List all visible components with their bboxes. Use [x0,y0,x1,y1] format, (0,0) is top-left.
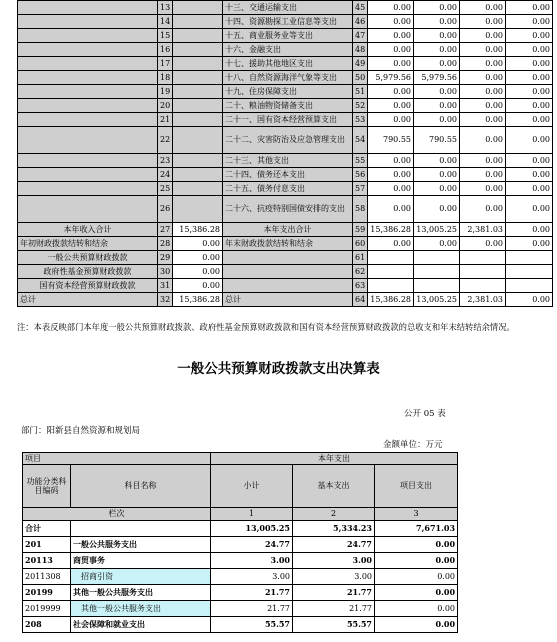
value-cell: 0.00 [506,99,553,113]
table-row [18,85,553,99]
table-row [18,196,553,223]
function-code: 20113 [23,553,71,569]
value-cell: 0.00 [368,15,414,29]
value-cell: 0.00 [460,99,506,113]
table-row [18,223,553,237]
table-row [18,57,553,71]
table-row [18,237,553,251]
basic-value: 24.77 [293,537,375,553]
expense-item-name: 二十二、灾害防治及应急管理支出 [223,127,353,154]
table-row [18,99,553,113]
function-code: 2019999 [23,601,71,617]
table-row [23,521,458,537]
income-amount-cell [173,29,223,43]
value-cell: 0.00 [368,1,414,15]
expense-item-name: 十八、自然资源海洋气象等支出 [223,71,353,85]
subtotal-value: 21.77 [211,585,293,601]
function-code: 201 [23,537,71,553]
value-cell: 790.55 [368,127,414,154]
line-number: 25 [158,182,173,196]
value-cell: 0.00 [506,57,553,71]
value-cell: 13,005.25 [414,223,460,237]
income-label-cell [18,1,158,15]
value-cell: 0.00 [414,237,460,251]
value-cell: 2,381.03 [460,293,506,307]
expense-item-name: 十五、商业服务业等支出 [223,29,353,43]
value-cell [414,279,460,293]
value-cell: 790.55 [414,127,460,154]
line-number: 63 [353,279,368,293]
form-number: 公开 05 表 [404,409,446,419]
header-subtotal: 小计 [211,465,293,508]
value-cell: 0.00 [460,43,506,57]
table-row [23,537,458,553]
income-amount: 0.00 [173,279,223,293]
basic-value: 21.77 [293,585,375,601]
expense-item-name: 二十五、债务付息支出 [223,182,353,196]
value-cell: 0.00 [506,196,553,223]
expense-item-name: 二十四、债务还本支出 [223,168,353,182]
income-label: 一般公共预算财政拨款 [18,251,158,265]
income-label-cell [18,168,158,182]
value-cell [506,265,553,279]
line-number: 46 [353,15,368,29]
line-number: 26 [158,196,173,223]
unit-label: 金额单位：万元 [383,440,443,450]
table-row [18,154,553,168]
value-cell: 0.00 [368,85,414,99]
value-cell [414,251,460,265]
line-number: 31 [158,279,173,293]
expense-item-name: 十四、资源勘探工业信息等支出 [223,15,353,29]
line-number: 64 [353,293,368,307]
value-cell: 0.00 [368,196,414,223]
value-cell [506,251,553,265]
line-number: 56 [353,168,368,182]
value-cell: 0.00 [414,1,460,15]
project-value: 0.00 [375,553,458,569]
header-item: 项目 [23,453,211,465]
basic-value: 55.57 [293,617,375,633]
table-row [18,265,553,279]
header-subject-name: 科目名称 [71,465,211,508]
income-expense-table [17,0,553,307]
value-cell: 15,386.28 [368,293,414,307]
subtotal-value: 24.77 [211,537,293,553]
line-number: 61 [353,251,368,265]
income-amount-cell [173,43,223,57]
project-value: 0.00 [375,585,458,601]
line-number: 48 [353,43,368,57]
line-number: 59 [353,223,368,237]
subject-name [71,521,211,537]
line-number: 17 [158,57,173,71]
function-code: 20199 [23,585,71,601]
subject-name: 招商引资 [71,569,211,585]
value-cell: 0.00 [460,154,506,168]
table-row [18,168,553,182]
value-cell: 0.00 [506,237,553,251]
expense-item-name: 二十一、国有资本经营预算支出 [223,113,353,127]
value-cell: 0.00 [460,71,506,85]
line-number: 15 [158,29,173,43]
table-row [18,182,553,196]
expense-item-name: 十七、援助其他地区支出 [223,57,353,71]
line-number: 22 [158,127,173,154]
line-number: 23 [158,154,173,168]
expense-label: 年末财政拨款结转和结余 [223,237,353,251]
line-number: 21 [158,113,173,127]
income-label: 国有资本经营预算财政拨款 [18,279,158,293]
value-cell: 0.00 [414,154,460,168]
table-row [18,113,553,127]
table-row [18,71,553,85]
project-value: 0.00 [375,569,458,585]
value-cell [368,251,414,265]
line-number: 30 [158,265,173,279]
line-number: 16 [158,43,173,57]
value-cell: 0.00 [414,99,460,113]
department-label: 部门：阳新县自然资源和规划局 [21,426,141,436]
value-cell [506,279,553,293]
value-cell: 0.00 [506,223,553,237]
expense-item-name: 二十六、抗疫特别国债安排的支出 [223,196,353,223]
col-number: 3 [375,508,458,521]
line-number: 50 [353,71,368,85]
value-cell: 0.00 [506,1,553,15]
table-row [23,617,458,633]
income-label: 本年收入合计 [18,223,158,237]
value-cell: 0.00 [506,113,553,127]
value-cell: 0.00 [414,85,460,99]
expenditure-table [22,452,458,633]
income-amount-cell [173,127,223,154]
header-basic: 基本支出 [293,465,375,508]
value-cell: 0.00 [368,154,414,168]
line-number: 54 [353,127,368,154]
header-function-code: 功能分类科目编码 [23,465,71,508]
value-cell: 0.00 [506,85,553,99]
table-row [23,601,458,617]
line-number: 18 [158,71,173,85]
value-cell: 0.00 [506,43,553,57]
line-number: 27 [158,223,173,237]
income-amount-cell [173,1,223,15]
header-project: 项目支出 [375,465,458,508]
function-code: 合计 [23,521,71,537]
value-cell: 0.00 [414,15,460,29]
value-cell: 0.00 [460,29,506,43]
col-number: 1 [211,508,293,521]
subtotal-value: 21.77 [211,601,293,617]
table-row [18,29,553,43]
income-label-cell [18,43,158,57]
line-number: 32 [158,293,173,307]
value-cell: 0.00 [460,168,506,182]
value-cell [460,265,506,279]
value-cell: 0.00 [368,182,414,196]
income-label-cell [18,57,158,71]
value-cell: 0.00 [460,237,506,251]
value-cell: 0.00 [506,293,553,307]
income-label-cell [18,15,158,29]
expense-item-name: 十九、住房保障支出 [223,85,353,99]
line-number: 28 [158,237,173,251]
value-cell: 0.00 [368,57,414,71]
income-amount: 0.00 [173,265,223,279]
income-label-cell [18,113,158,127]
income-label: 总计 [18,293,158,307]
subject-name: 社会保障和就业支出 [71,617,211,633]
basic-value: 5,334.23 [293,521,375,537]
project-value: 0.00 [375,617,458,633]
income-amount-cell [173,85,223,99]
expense-item-name: 十六、金融支出 [223,43,353,57]
income-label-cell [18,29,158,43]
line-number: 60 [353,237,368,251]
value-cell: 0.00 [460,1,506,15]
table-row [18,279,553,293]
income-amount-cell [173,57,223,71]
value-cell: 0.00 [506,182,553,196]
value-cell: 0.00 [414,168,460,182]
line-number: 24 [158,168,173,182]
income-amount: 0.00 [173,251,223,265]
value-cell: 0.00 [368,99,414,113]
table-row [23,553,458,569]
table-row [23,585,458,601]
basic-value: 3.00 [293,569,375,585]
value-cell [414,265,460,279]
income-amount: 15,386.28 [173,293,223,307]
value-cell: 0.00 [368,237,414,251]
value-cell: 15,386.28 [368,223,414,237]
value-cell: 0.00 [460,15,506,29]
income-amount-cell [173,196,223,223]
income-amount-cell [173,99,223,113]
line-number: 45 [353,1,368,15]
income-amount-cell [173,113,223,127]
value-cell: 0.00 [414,43,460,57]
expense-item-name: 十三、交通运输支出 [223,1,353,15]
line-number: 62 [353,265,368,279]
value-cell [368,279,414,293]
income-amount: 15,386.28 [173,223,223,237]
subtotal-value: 13,005.25 [211,521,293,537]
value-cell: 0.00 [460,113,506,127]
expense-item-name: 二十三、其他支出 [223,154,353,168]
table-row [18,15,553,29]
project-value: 7,671.03 [375,521,458,537]
income-label-cell [18,182,158,196]
value-cell: 0.00 [460,182,506,196]
value-cell: 0.00 [368,168,414,182]
income-amount-cell [173,154,223,168]
value-cell: 13,005.25 [414,293,460,307]
line-number: 58 [353,196,368,223]
expense-label [223,279,353,293]
subject-name: 其他一般公共服务支出 [71,585,211,601]
income-label-cell [18,99,158,113]
header-year-expenditure: 本年支出 [211,453,458,465]
value-cell: 0.00 [414,113,460,127]
line-number: 13 [158,1,173,15]
subject-name: 其他一般公共服务支出 [71,601,211,617]
section-title: 一般公共预算财政拨款支出决算表 [177,361,380,377]
value-cell: 0.00 [460,127,506,154]
income-amount-cell [173,71,223,85]
basic-value: 21.77 [293,601,375,617]
project-value: 0.00 [375,537,458,553]
col-number: 2 [293,508,375,521]
income-label-cell [18,127,158,154]
expense-item-name: 二十、粮油物资储备支出 [223,99,353,113]
table-row [18,1,553,15]
expense-label: 总计 [223,293,353,307]
table-row [18,127,553,154]
value-cell: 0.00 [506,71,553,85]
income-amount: 0.00 [173,237,223,251]
expense-label [223,251,353,265]
value-cell: 0.00 [460,57,506,71]
line-number: 52 [353,99,368,113]
value-cell: 0.00 [414,57,460,71]
value-cell: 0.00 [460,196,506,223]
value-cell: 0.00 [506,29,553,43]
value-cell: 0.00 [414,196,460,223]
value-cell [460,251,506,265]
value-cell [368,265,414,279]
line-number: 14 [158,15,173,29]
value-cell: 0.00 [506,15,553,29]
line-number: 51 [353,85,368,99]
income-label-cell [18,154,158,168]
table-row [18,43,553,57]
income-amount-cell [173,15,223,29]
income-amount-cell [173,182,223,196]
table-note: 注：本表反映部门本年度一般公共预算财政拨款、政府性基金预算财政拨款和国有资本经营预算财政拨款的总收支和年末结转结余情况。 [17,322,515,332]
subject-name: 商贸事务 [71,553,211,569]
function-code: 208 [23,617,71,633]
line-number: 29 [158,251,173,265]
value-cell: 0.00 [506,154,553,168]
line-number: 49 [353,57,368,71]
expense-label [223,265,353,279]
value-cell: 0.00 [368,113,414,127]
line-number: 20 [158,99,173,113]
value-cell: 0.00 [460,85,506,99]
line-number: 57 [353,182,368,196]
value-cell: 2,381.03 [460,223,506,237]
subtotal-value: 55.57 [211,617,293,633]
income-label-cell [18,196,158,223]
income-amount-cell [173,168,223,182]
subtotal-value: 3.00 [211,553,293,569]
line-number: 53 [353,113,368,127]
line-number: 19 [158,85,173,99]
value-cell: 0.00 [368,43,414,57]
income-label-cell [18,85,158,99]
project-value: 0.00 [375,601,458,617]
header-column-label: 栏次 [23,508,211,521]
line-number: 55 [353,154,368,168]
income-label-cell [18,71,158,85]
value-cell: 0.00 [506,127,553,154]
function-code: 2011308 [23,569,71,585]
value-cell: 0.00 [414,29,460,43]
income-label: 政府性基金预算财政拨款 [18,265,158,279]
subject-name: 一般公共服务支出 [71,537,211,553]
value-cell [460,279,506,293]
value-cell: 5,979.56 [368,71,414,85]
subtotal-value: 3.00 [211,569,293,585]
table-row [18,293,553,307]
value-cell: 0.00 [368,29,414,43]
line-number: 47 [353,29,368,43]
expense-label: 本年支出合计 [223,223,353,237]
value-cell: 0.00 [414,182,460,196]
value-cell: 5,979.56 [414,71,460,85]
basic-value: 3.00 [293,553,375,569]
income-label: 年初财政拨款结转和结余 [18,237,158,251]
table-row [18,251,553,265]
table-row [23,569,458,585]
value-cell: 0.00 [506,168,553,182]
